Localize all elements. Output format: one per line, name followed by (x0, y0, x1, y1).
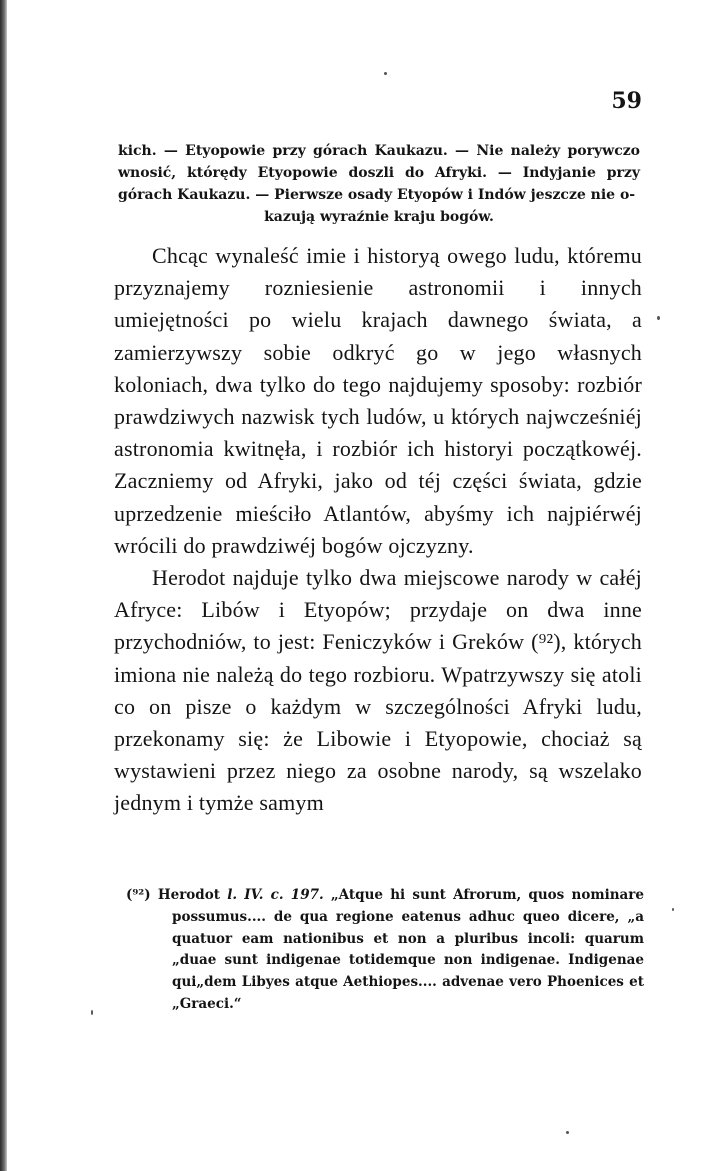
footnote-paragraph (126, 885, 644, 1016)
print-speck (91, 1010, 93, 1015)
footnote (126, 885, 644, 1016)
paragraph-2: Herodot najduje tylko dwa miejscowe narody w całéj Afryce: Libów i Etyopów; przydaje on dwa inne przychodniów, to jest: Feniczyków i Greków (⁹²), których imiona nie należą do tego rozbioru. Wpatrzywszy się atoli co on pisze o każdym w szczególności Afryki ludu, przekonamy się: że Libowie i Etyopowie, chociaż są wystawieni przez niego za osobne narody, są wszelako jednym i tymże samym (114, 565, 642, 816)
footnote-reference: l. IV. c. 197. (227, 887, 324, 903)
footnote-author: Herodot (157, 887, 220, 903)
main-text (114, 240, 642, 820)
paragraph-1: Chcąc wynaleść imie i historyą owego ludu, któremu przyznajemy rozniesienie astronomii i innych umiejętności po wielu krajach dawnego świata, a zamierzywszy sobie odkryć go w jego własnych koloniach, dwa tylko do tego najdujemy sposoby: rozbiór prawdziwych nazwisk tych ludów, u których najwcześniéj astronomia kwitnęła, i rozbiór ich historyi początkowéj. Zaczniemy od Afryki, jako od téj części świata, gdzie uprzedzenie mieściło Atlantów, abyśmy ich najpiérwéj wrócili do prawdziwéj bogów ojczyzny. (114, 243, 642, 558)
print-speck (384, 72, 387, 75)
summary-last-line: kazują wyraźnie kraju bogów. (264, 209, 494, 225)
print-speck (672, 908, 674, 911)
summary-text: kich. — Etyopowie przy górach Kaukazu. — Nie należy porywczo wnosić, którędy Etyopowie doszli do Afryki. — Indyjanie przy górach Kaukazu. — Pierwsze osady Etyopów i Indów jeszcze nie o- (118, 143, 640, 203)
print-speck (657, 316, 660, 320)
chapter-summary (118, 140, 640, 228)
footnote-marker: (⁹²) (126, 887, 151, 903)
footnote-quote: „Atque hi sunt Afrorum, quos nominare possumus.... de qua regione eatenus adhuc queo dicere, „a quatuor eam nationibus et non a pluribus incoli: quarum „duae sunt indigenae totidemque non indigenae. Indigenae qui„dem Libyes atque Aethiopes.... advenae vero Phoenices et „Graeci.“ (172, 887, 644, 1012)
page-binding-edge (0, 0, 7, 1171)
page-number: 59 (611, 88, 642, 114)
print-speck (566, 1131, 569, 1134)
